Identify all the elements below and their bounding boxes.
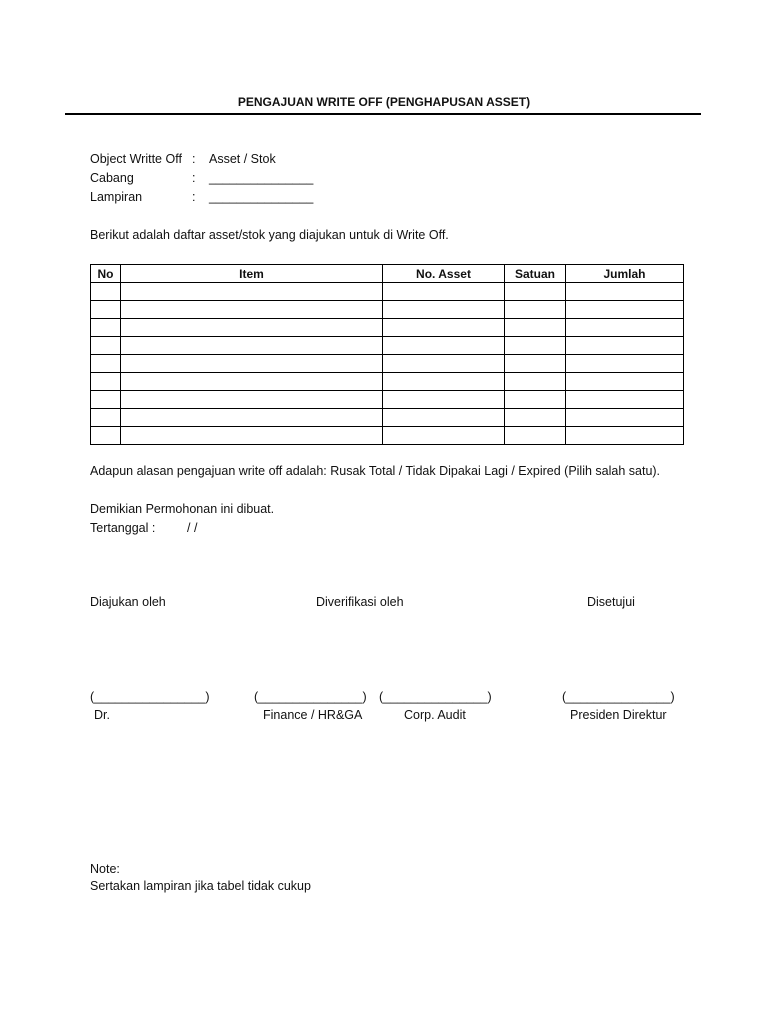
table-cell[interactable] — [383, 283, 505, 301]
reason-text: Adapun alasan pengajuan write off adalah: Rusak Total / Tidak Dipakai Lagi / Expired (Pilih salah satu). — [90, 464, 661, 478]
table-cell[interactable] — [121, 301, 383, 319]
table-cell[interactable] — [121, 337, 383, 355]
table-cell[interactable] — [566, 355, 684, 373]
table-cell[interactable] — [121, 283, 383, 301]
signature-line-finance[interactable]: (_______________) — [254, 690, 367, 704]
table-cell[interactable] — [121, 427, 383, 445]
table-cell[interactable] — [91, 427, 121, 445]
table-cell[interactable] — [383, 337, 505, 355]
field-value-cabang[interactable]: _______________ — [209, 171, 314, 185]
table-cell[interactable] — [505, 409, 566, 427]
table-cell[interactable] — [383, 391, 505, 409]
table-cell[interactable] — [121, 319, 383, 337]
field-value-lampiran[interactable]: _______________ — [209, 190, 314, 204]
table-cell[interactable] — [566, 337, 684, 355]
signature-heading-approved: Disetujui — [587, 595, 635, 609]
table-cell[interactable] — [566, 409, 684, 427]
table-cell[interactable] — [505, 283, 566, 301]
table-cell[interactable] — [91, 319, 121, 337]
table-row — [91, 409, 684, 427]
table-cell[interactable] — [505, 319, 566, 337]
table-cell[interactable] — [91, 355, 121, 373]
column-header-no: No — [91, 265, 121, 283]
title-underline — [65, 113, 701, 115]
table-cell[interactable] — [505, 337, 566, 355]
table-row — [91, 283, 684, 301]
table-cell[interactable] — [566, 427, 684, 445]
table-cell[interactable] — [91, 409, 121, 427]
field-value-object[interactable]: Asset / Stok — [209, 152, 276, 166]
column-header-satuan: Satuan — [505, 265, 566, 283]
table-cell[interactable] — [566, 373, 684, 391]
signature-role-audit: Corp. Audit — [404, 708, 466, 722]
table-cell[interactable] — [383, 355, 505, 373]
table-cell[interactable] — [505, 301, 566, 319]
table-cell[interactable] — [91, 391, 121, 409]
table-cell[interactable] — [91, 301, 121, 319]
table-cell[interactable] — [91, 337, 121, 355]
field-label-lampiran: Lampiran — [90, 190, 143, 204]
signature-line-audit[interactable]: (_______________) — [379, 690, 492, 704]
signature-line-director[interactable]: (_______________) — [562, 690, 675, 704]
table-cell[interactable] — [566, 283, 684, 301]
field-label-cabang: Cabang — [90, 171, 134, 185]
field-colon: : — [192, 171, 196, 185]
column-header-item: Item — [121, 265, 383, 283]
intro-text: Berikut adalah daftar asset/stok yang diajukan untuk di Write Off. — [90, 228, 449, 242]
table-row — [91, 355, 684, 373]
table-cell[interactable] — [383, 319, 505, 337]
signature-heading-verified: Diverifikasi oleh — [316, 595, 404, 609]
table-cell[interactable] — [121, 391, 383, 409]
column-header-jumlah: Jumlah — [566, 265, 684, 283]
table-cell[interactable] — [505, 355, 566, 373]
table-cell[interactable] — [566, 319, 684, 337]
field-colon: : — [192, 152, 196, 166]
table-cell[interactable] — [383, 409, 505, 427]
table-row — [91, 301, 684, 319]
table-cell[interactable] — [566, 301, 684, 319]
field-label-object: Object Writte Off — [90, 152, 182, 166]
signature-heading-submitted: Diajukan oleh — [90, 595, 166, 609]
table-row — [91, 373, 684, 391]
table-cell[interactable] — [505, 427, 566, 445]
table-cell[interactable] — [383, 427, 505, 445]
table-cell[interactable] — [121, 409, 383, 427]
signature-role-dr: Dr. — [94, 708, 110, 722]
table-cell[interactable] — [91, 283, 121, 301]
column-header-no-asset: No. Asset — [383, 265, 505, 283]
table-cell[interactable] — [505, 373, 566, 391]
table-cell[interactable] — [383, 373, 505, 391]
table-cell[interactable] — [505, 391, 566, 409]
date-label: Tertanggal : — [90, 521, 156, 535]
signature-role-finance: Finance / HR&GA — [263, 708, 363, 722]
table-header-row — [91, 265, 684, 283]
page-title: PENGAJUAN WRITE OFF (PENGHAPUSAN ASSET) — [237, 95, 531, 109]
date-value[interactable]: / / — [187, 521, 198, 535]
table-row — [91, 427, 684, 445]
table-cell[interactable] — [383, 301, 505, 319]
asset-table — [90, 264, 684, 445]
table-cell[interactable] — [121, 355, 383, 373]
table-cell[interactable] — [566, 391, 684, 409]
signature-role-director: Presiden Direktur — [570, 708, 667, 722]
table-row — [91, 319, 684, 337]
signature-line-dr[interactable]: (________________) — [90, 690, 210, 704]
note-text: Sertakan lampiran jika tabel tidak cukup — [90, 879, 311, 893]
note-label: Note: — [90, 862, 120, 876]
field-colon: : — [192, 190, 196, 204]
table-cell[interactable] — [91, 373, 121, 391]
table-row — [91, 391, 684, 409]
table-cell[interactable] — [121, 373, 383, 391]
table-row — [91, 337, 684, 355]
closing-text: Demikian Permohonan ini dibuat. — [90, 502, 275, 516]
